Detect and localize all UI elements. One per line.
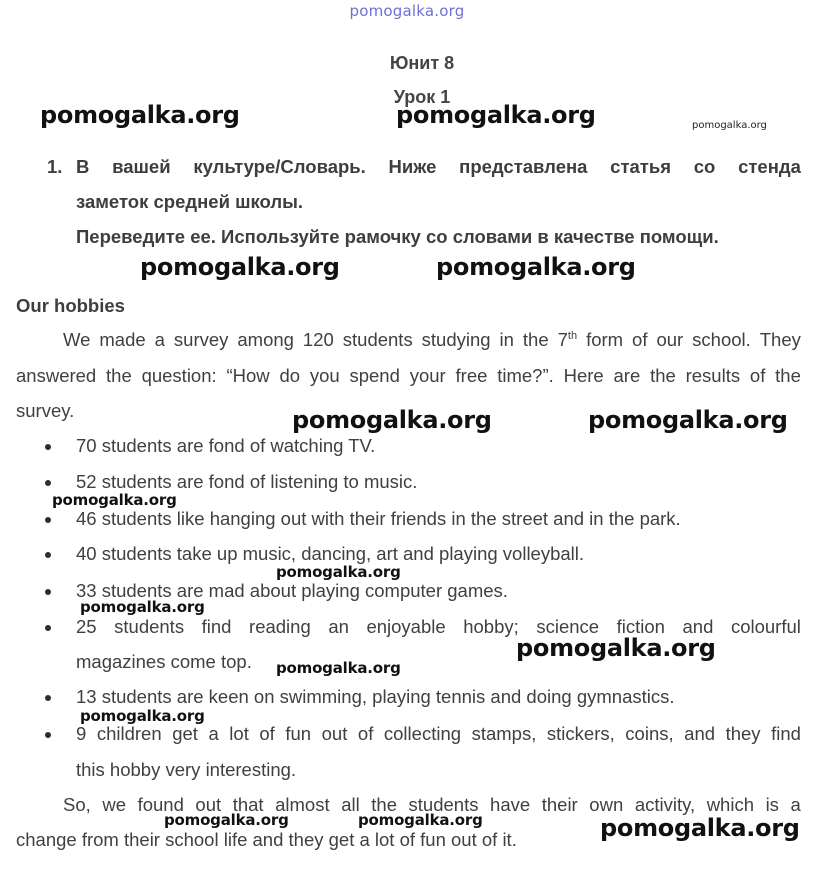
list-item: 25 students find reading an enjoyable hobby; science fiction and colourful xyxy=(76,616,801,637)
ordinal-7th: 7th xyxy=(557,329,578,350)
list-item-continued: magazines come top. xyxy=(76,651,252,672)
task-line-3: Переведите ее. Используйте рамочку со словами в качестве помощи. xyxy=(76,226,719,247)
bullet-icon xyxy=(45,732,51,738)
conclusion-line-1: So, we found out that almost all the students have their own activity, which is a xyxy=(63,794,801,815)
bullet-icon xyxy=(45,444,51,450)
watermark: pomogalka.org xyxy=(40,101,240,129)
list-item: 13 students are keen on swimming, playing tennis and doing gymnastics. xyxy=(76,686,675,707)
watermark: pomogalka.org xyxy=(516,634,716,662)
bullet-icon xyxy=(45,589,51,595)
watermark: pomogalka.org xyxy=(588,406,788,434)
watermark: pomogalka.org xyxy=(692,120,767,131)
bullet-icon xyxy=(45,480,51,486)
watermark: pomogalka.org xyxy=(80,707,205,725)
lesson-heading: Урок 1 xyxy=(393,87,451,107)
task-line-1: В вашей культуре/Словарь. Ниже представлена статья со стенда xyxy=(76,156,801,177)
watermark: pomogalka.org xyxy=(600,814,800,842)
bullet-icon xyxy=(45,625,51,631)
list-item: 52 students are fond of listening to music. xyxy=(76,471,418,492)
task-line-2: заметок средней школы. xyxy=(76,191,304,212)
watermark: pomogalka.org xyxy=(140,253,340,281)
watermark: pomogalka.org xyxy=(164,811,289,829)
watermark: pomogalka.org xyxy=(276,659,401,677)
watermark: pomogalka.org xyxy=(80,598,205,616)
top-watermark: pomogalka.org xyxy=(349,2,465,20)
watermark: pomogalka.org xyxy=(396,101,596,129)
watermark: pomogalka.org xyxy=(52,491,177,509)
list-item: 40 students take up music, dancing, art and playing volleyball. xyxy=(76,543,585,564)
bullet-icon xyxy=(45,552,51,558)
intro-line-1: We made a survey among 120 students studying in the 7th form of our school. They xyxy=(63,329,801,350)
unit-heading: Юнит 8 xyxy=(389,53,455,73)
list-item: 70 students are fond of watching TV. xyxy=(76,435,376,456)
bullet-icon xyxy=(45,695,51,701)
watermark: pomogalka.org xyxy=(358,811,483,829)
conclusion-line-2: change from their school life and they get a lot of fun out of it. xyxy=(16,829,517,850)
list-item: 46 students like hanging out with their friends in the street and in the park. xyxy=(76,508,681,529)
article-title: Our hobbies xyxy=(16,295,125,316)
watermark: pomogalka.org xyxy=(436,253,636,281)
list-item-continued: this hobby very interesting. xyxy=(76,759,297,780)
intro-line-2: answered the question: “How do you spend your free time?”. Here are the results of the xyxy=(16,365,801,386)
task-number: 1. xyxy=(47,156,63,177)
list-item: 33 students are mad about playing computer games. xyxy=(76,580,508,601)
bullet-icon xyxy=(45,517,51,523)
intro-line-3: survey. xyxy=(16,400,75,421)
list-item: 9 children get a lot of fun out of collecting stamps, stickers, coins, and they find xyxy=(76,723,801,744)
watermark: pomogalka.org xyxy=(292,406,492,434)
watermark: pomogalka.org xyxy=(276,563,401,581)
